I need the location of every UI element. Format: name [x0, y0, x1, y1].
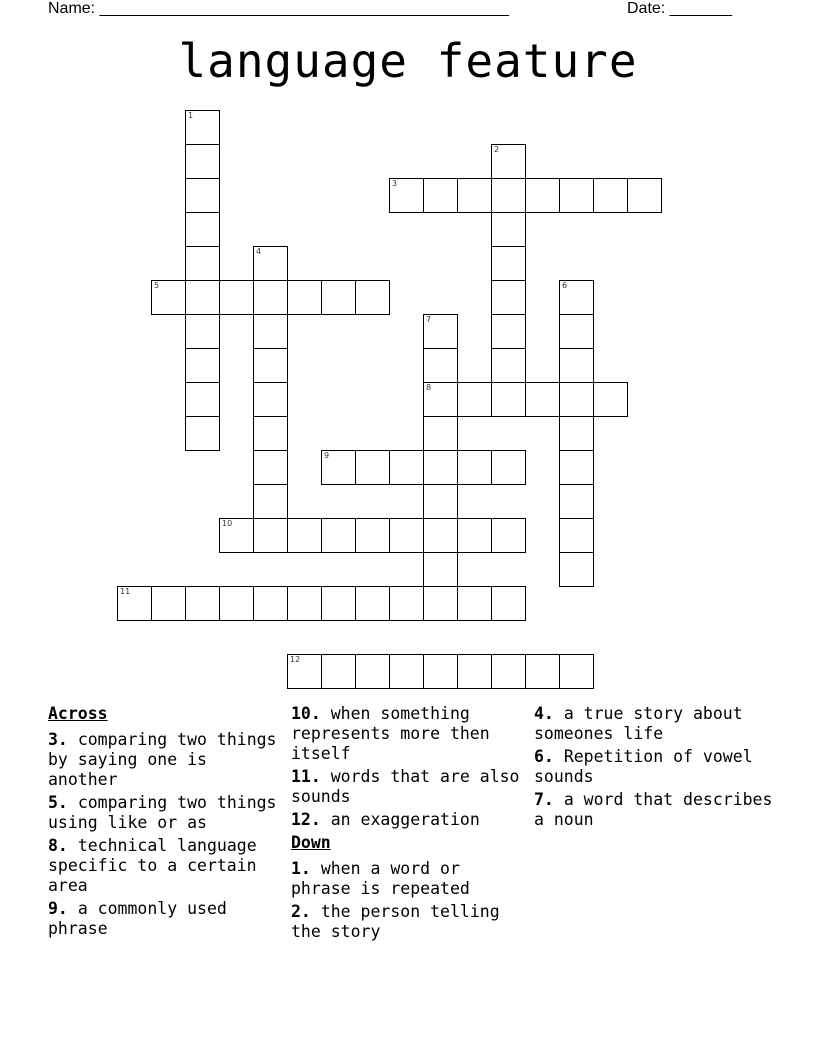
grid-cell[interactable] [491, 314, 526, 349]
clue-text: when a word or phrase is repeated [291, 859, 470, 898]
clue-text: an exaggeration [330, 810, 480, 829]
clue-number: 12. [291, 810, 321, 829]
grid-cell[interactable] [321, 450, 356, 485]
clue-number: 9. [48, 899, 68, 918]
clue-number: 3. [48, 730, 68, 749]
grid-cell[interactable] [491, 280, 526, 315]
grid-cell[interactable] [185, 382, 220, 417]
across-clue-12 [291, 810, 527, 830]
grid-cell[interactable] [525, 178, 560, 213]
grid-cell[interactable] [559, 416, 594, 451]
grid-cell[interactable] [185, 586, 220, 621]
grid-cell[interactable] [559, 314, 594, 349]
grid-cell[interactable] [423, 654, 458, 689]
grid-cell[interactable] [457, 518, 492, 553]
cell-number: 11 [120, 587, 131, 596]
grid-cell[interactable] [151, 280, 186, 315]
down-clue-7 [534, 790, 774, 830]
clue-text: technical language specific to a certain area [48, 836, 257, 895]
grid-cell[interactable] [491, 518, 526, 553]
grid-cell[interactable] [457, 178, 492, 213]
across-heading: Across [48, 704, 108, 723]
grid-cell[interactable] [287, 654, 322, 689]
cell-number: 9 [324, 451, 330, 460]
grid-cell[interactable] [491, 348, 526, 383]
clue-number: 1. [291, 859, 311, 878]
grid-cell[interactable] [389, 178, 424, 213]
grid-cell[interactable] [423, 314, 458, 349]
clue-text: a word that describes a noun [534, 790, 773, 829]
cell-number: 3 [392, 179, 398, 188]
grid-cell[interactable] [355, 586, 390, 621]
grid-cell[interactable] [185, 212, 220, 247]
clue-text: comparing two things using like or as [48, 793, 277, 832]
grid-cell[interactable] [253, 314, 288, 349]
clue-number: 4. [534, 704, 554, 723]
grid-cell[interactable] [423, 518, 458, 553]
clue-number: 5. [48, 793, 68, 812]
clue-text: comparing two things by saying one is another [48, 730, 277, 789]
grid-cell[interactable] [423, 382, 458, 417]
grid-cell[interactable] [457, 382, 492, 417]
grid-cell[interactable] [185, 314, 220, 349]
grid-cell[interactable] [423, 416, 458, 451]
clue-text: a true story about someones life [534, 704, 743, 743]
grid-cell[interactable] [491, 586, 526, 621]
grid-cell[interactable] [287, 518, 322, 553]
grid-cell[interactable] [253, 348, 288, 383]
grid-cell[interactable] [627, 178, 662, 213]
grid-cell[interactable] [219, 280, 254, 315]
across-clue-10 [291, 704, 527, 764]
grid-cell[interactable] [559, 348, 594, 383]
across-clue-3 [48, 730, 284, 790]
cell-number: 10 [222, 519, 233, 528]
grid-cell[interactable] [491, 144, 526, 179]
grid-cell[interactable] [491, 654, 526, 689]
grid-cell[interactable] [559, 654, 594, 689]
grid-cell[interactable] [253, 586, 288, 621]
grid-cell[interactable] [185, 110, 220, 145]
grid-cell[interactable] [593, 178, 628, 213]
down-clue-1 [291, 859, 527, 899]
grid-cell[interactable] [423, 450, 458, 485]
clue-number: 10. [291, 704, 321, 723]
grid-cell[interactable] [389, 586, 424, 621]
grid-cell[interactable] [185, 144, 220, 179]
date-field-label: Date: _______ [627, 0, 732, 17]
cell-number: 1 [188, 111, 194, 120]
name-field-label: Name: ______________________________________________ [48, 0, 509, 17]
grid-cell[interactable] [253, 246, 288, 281]
across-clue-9 [48, 899, 284, 939]
clue-number: 6. [534, 747, 554, 766]
grid-cell[interactable] [457, 450, 492, 485]
grid-cell[interactable] [151, 586, 186, 621]
cell-number: 2 [494, 145, 500, 154]
grid-cell[interactable] [423, 586, 458, 621]
clues-column-3 [534, 704, 774, 833]
grid-cell[interactable] [593, 382, 628, 417]
grid-cell[interactable] [117, 586, 152, 621]
clue-text: a commonly used phrase [48, 899, 227, 938]
grid-cell[interactable] [287, 280, 322, 315]
grid-cell[interactable] [423, 552, 458, 587]
clue-number: 8. [48, 836, 68, 855]
grid-cell[interactable] [253, 450, 288, 485]
grid-cell[interactable] [355, 450, 390, 485]
clues-column-1 [48, 704, 284, 942]
down-heading: Down [291, 833, 331, 852]
cell-number: 12 [290, 655, 301, 664]
grid-cell[interactable] [559, 280, 594, 315]
grid-cell[interactable] [423, 178, 458, 213]
grid-cell[interactable] [457, 654, 492, 689]
grid-cell[interactable] [559, 552, 594, 587]
grid-cell[interactable] [253, 518, 288, 553]
clues-column-2 [291, 704, 527, 945]
grid-cell[interactable] [491, 382, 526, 417]
grid-cell[interactable] [355, 654, 390, 689]
grid-cell[interactable] [185, 348, 220, 383]
grid-cell[interactable] [423, 484, 458, 519]
across-clue-8 [48, 836, 284, 896]
grid-cell[interactable] [355, 280, 390, 315]
grid-cell[interactable] [355, 518, 390, 553]
grid-cell[interactable] [525, 654, 560, 689]
clue-number: 11. [291, 767, 321, 786]
grid-cell[interactable] [559, 484, 594, 519]
grid-cell[interactable] [185, 280, 220, 315]
grid-cell[interactable] [253, 382, 288, 417]
clue-text: Repetition of vowel sounds [534, 747, 753, 786]
grid-cell[interactable] [559, 518, 594, 553]
grid-cell[interactable] [287, 586, 322, 621]
cell-number: 5 [154, 281, 160, 290]
down-clue-2 [291, 902, 527, 942]
grid-cell[interactable] [423, 348, 458, 383]
across-clue-5 [48, 793, 284, 833]
across-clue-11 [291, 767, 527, 807]
cell-number: 6 [562, 281, 568, 290]
grid-cell[interactable] [389, 654, 424, 689]
grid-cell[interactable] [389, 518, 424, 553]
grid-cell[interactable] [321, 280, 356, 315]
grid-cell[interactable] [559, 178, 594, 213]
down-clue-6 [534, 747, 774, 787]
grid-cell[interactable] [219, 586, 254, 621]
cell-number: 7 [426, 315, 432, 324]
grid-cell[interactable] [559, 450, 594, 485]
grid-cell[interactable] [321, 654, 356, 689]
down-clue-4 [534, 704, 774, 744]
grid-cell[interactable] [491, 450, 526, 485]
clue-number: 7. [534, 790, 554, 809]
grid-cell[interactable] [253, 280, 288, 315]
clue-text: the person telling the story [291, 902, 500, 941]
grid-cell[interactable] [321, 586, 356, 621]
cell-number: 4 [256, 247, 262, 256]
grid-cell[interactable] [321, 518, 356, 553]
grid-cell[interactable] [389, 450, 424, 485]
grid-cell[interactable] [253, 484, 288, 519]
clue-text: when something represents more then itself [291, 704, 490, 763]
grid-cell[interactable] [219, 518, 254, 553]
cell-number: 8 [426, 383, 432, 392]
clue-number: 2. [291, 902, 311, 921]
grid-cell[interactable] [185, 416, 220, 451]
puzzle-title: language feature [178, 34, 638, 88]
grid-cell[interactable] [525, 382, 560, 417]
grid-cell[interactable] [491, 246, 526, 281]
clue-text: words that are also sounds [291, 767, 520, 806]
grid-cell[interactable] [253, 416, 288, 451]
grid-cell[interactable] [559, 382, 594, 417]
grid-cell[interactable] [185, 178, 220, 213]
grid-cell[interactable] [185, 246, 220, 281]
grid-cell[interactable] [457, 586, 492, 621]
grid-cell[interactable] [491, 178, 526, 213]
grid-cell[interactable] [491, 212, 526, 247]
